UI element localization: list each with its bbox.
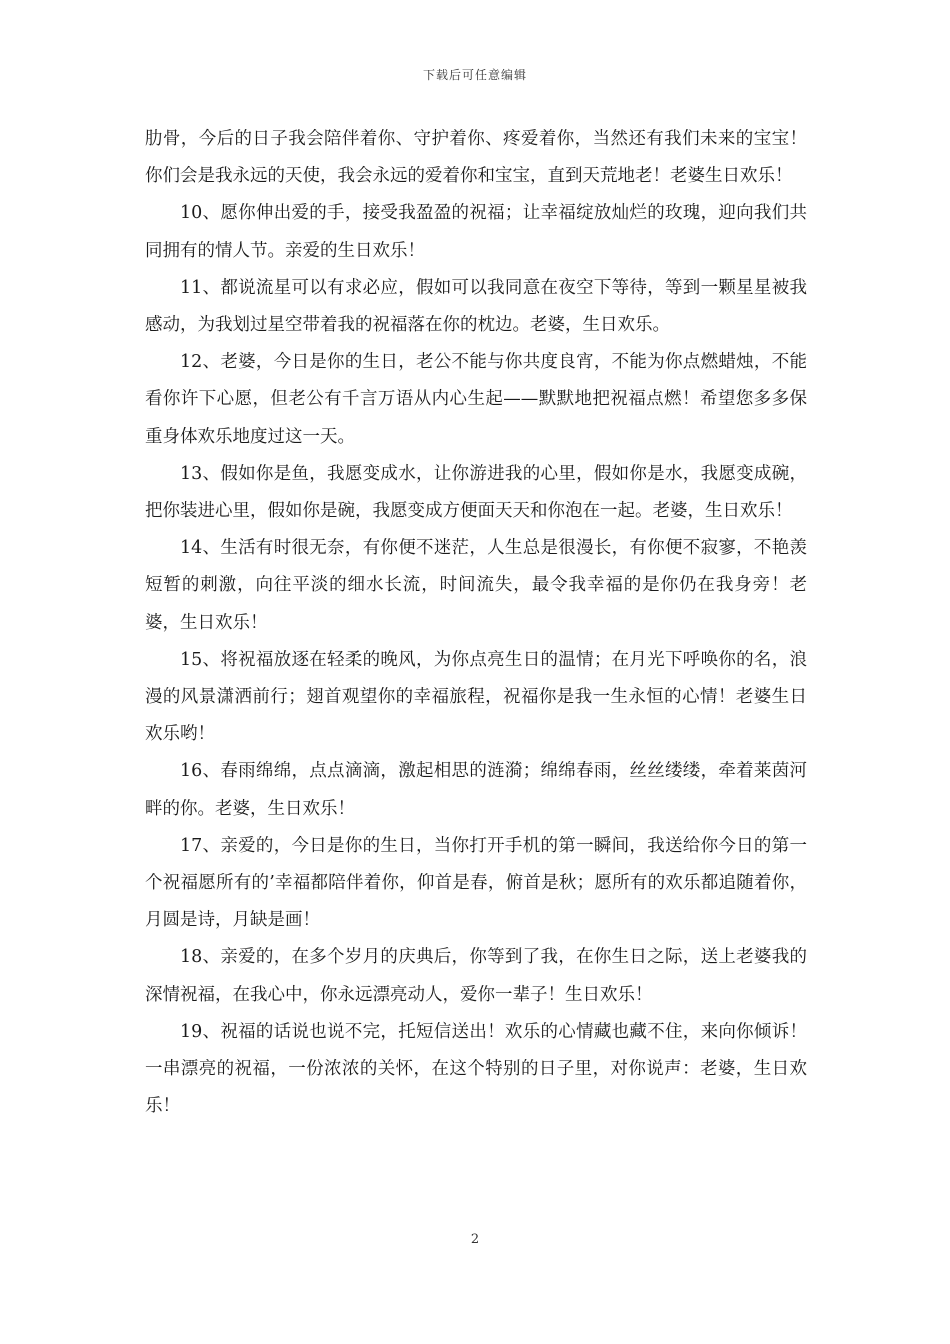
paragraph-19: 19、祝福的话说也说不完，托短信送出！欢乐的心情藏也藏不住，来向你倾诉！一串漂亮的祝福，一份浓浓的关怀，在这个特别的日子里，对你说声：老婆，生日欢乐！ [145, 1021, 807, 1117]
page-header: 下载后可任意编辑 [422, 68, 527, 82]
paragraph-13: 13、假如你是鱼，我愿变成水，让你游进我的心里，假如你是水，我愿变成碗，把你装进心里，假如你是碗，我愿变成方便面天天和你泡在一起。老婆，生日欢乐！ [145, 463, 807, 522]
page-number: 2 [470, 1232, 480, 1247]
paragraph-14: 14、生活有时很无奈，有你便不迷茫，人生总是很漫长，有你便不寂寥，不艳羡短暂的刺激，向往平淡的细水长流，时间流失，最令我幸福的是你仍在我身旁！老婆，生日欢乐！ [145, 538, 807, 633]
paragraph-10: 10、愿你伸出爱的手，接受我盈盈的祝福；让幸福绽放灿烂的玫瑰，迎向我们共同拥有的情人节。亲爱的生日欢乐！ [145, 203, 807, 261]
paragraph-16: 16、春雨绵绵，点点滴滴，激起相思的涟漪；绵绵春雨，丝丝缕缕，牵着莱茵河畔的你。老婆，生日欢乐！ [145, 761, 807, 819]
paragraph-12: 12、老婆，今日是你的生日，老公不能与你共度良宵，不能为你点燃蜡烛，不能看你许下心愿，但老公有千言万语从内心生起——默默地把祝福点燃！希望您多多保重身体欢乐地度过这一天。 [145, 352, 807, 447]
document-body [145, 121, 807, 1125]
paragraph-17: 17、亲爱的，今日是你的生日，当你打开手机的第一瞬间，我送给你今日的第一个祝福愿所有的’幸福都陪伴着你，仰首是春，俯首是秋；愿所有的欢乐都追随着你，月圆是诗，月缺是画！ [145, 835, 807, 931]
paragraph-continuation: 肋骨，今后的日子我会陪伴着你、守护着你、疼爱着你，当然还有我们未来的宝宝！你们会是我永远的天使，我会永远的爱着你和宝宝，直到天荒地老！老婆生日欢乐！ [145, 129, 807, 187]
paragraph-11: 11、都说流星可以有求必应，假如可以我同意在夜空下等待，等到一颗星星被我感动，为我划过星空带着我的祝福落在你的枕边。老婆，生日欢乐。 [145, 277, 807, 336]
paragraph-18: 18、亲爱的，在多个岁月的庆典后，你等到了我，在你生日之际，送上老婆我的深情祝福，在我心中，你永远漂亮动人，爱你一辈子！生日欢乐！ [145, 947, 807, 1005]
paragraph-15: 15、将祝福放逐在轻柔的晚风，为你点亮生日的温情；在月光下呼唤你的名，浪漫的风景潇洒前行；翅首观望你的幸福旅程，祝福你是我一生永恒的心情！老婆生日欢乐哟！ [145, 649, 807, 745]
